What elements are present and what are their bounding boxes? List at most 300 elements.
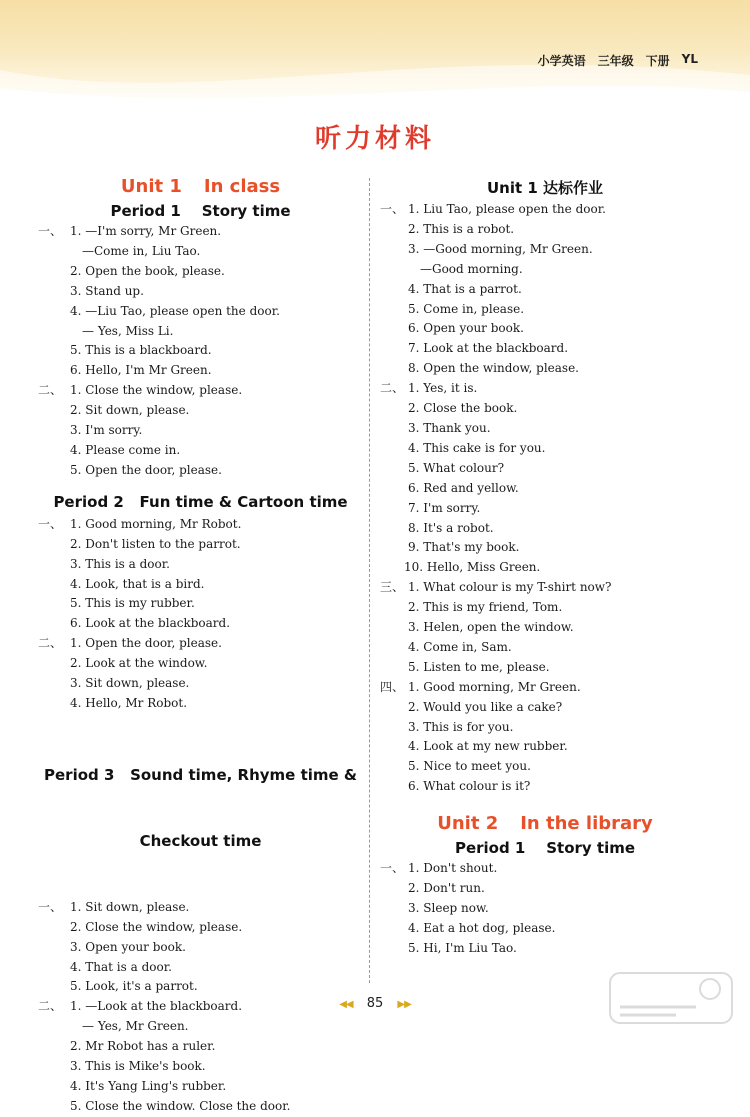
item-number: 3. [408,620,420,635]
list-item [380,618,710,638]
header-volume: 下册 [645,54,670,68]
section-marker: 一、 [38,899,63,914]
unit2-period1-lines [380,859,710,959]
item-text [380,419,491,439]
item-number: 3. [408,420,420,435]
section-marker: 二、 [38,383,63,398]
item-body: This is for you. [423,719,514,734]
period1-title: Period 1 Story time [110,202,291,220]
list-item [380,538,710,558]
item-body: Yes, it is. [423,381,478,396]
item-body: Stand up. [85,283,144,298]
list-item [38,958,363,978]
item-number: 2. [70,263,82,278]
item-number: 1. [408,381,420,396]
item-body: Please come in. [85,442,181,457]
list-item [38,381,363,401]
item-text [380,319,524,339]
item-number: 5. [70,979,82,994]
list-item [380,777,710,797]
item-number: 2. [70,656,82,671]
item-number: 2. [70,919,82,934]
period3-title [38,720,363,896]
item-body: What colour is it? [423,779,531,794]
list-item [38,242,363,262]
list-item [380,698,710,718]
list-item [38,302,363,322]
item-text [380,618,574,638]
item-text [380,718,513,738]
list-item [38,614,363,634]
item-number: 5. [70,343,82,358]
item-number: 5. [408,940,420,955]
item-body: This is a robot. [423,221,515,236]
item-number: 5. [408,460,420,475]
list-item [380,658,710,678]
item-number: 5. [70,596,82,611]
item-body: Hello, Mr Robot. [85,695,188,710]
item-text [70,694,187,714]
section-marker: 二、 [38,999,63,1014]
item-text [70,1077,226,1097]
list-item [380,280,710,300]
item-body: Good morning, Mr Robot. [85,516,242,531]
item-body: That's my book. [423,540,520,555]
header-edition: YL [681,52,698,66]
item-body: It's Yang Ling's rubber. [85,1079,227,1093]
item-body: —Come in, Liu Tao. [82,243,201,258]
item-text [70,1097,290,1117]
item-body: — Yes, Miss Li. [82,323,174,338]
item-text [70,282,144,302]
list-item [38,918,363,938]
list-item [38,461,363,481]
item-text [380,638,512,658]
list-item [380,479,710,499]
item-number: 6. [70,616,82,631]
list-item: 一、 1. Liu Tao, please open the door. [380,200,710,220]
item-text [380,558,540,578]
item-body: Look at my new rubber. [423,739,568,754]
item-body: Hello, Miss Green. [426,560,541,575]
item-number: 6. [70,363,82,378]
item-number: 7. [408,341,420,356]
item-text [70,614,230,634]
item-body: Helen, open the window. [423,620,574,635]
item-number: 7. [408,500,420,515]
list-item: 三、 1. What colour is my T-shirt now? [380,578,710,598]
item-number: 3. [408,241,420,256]
list-item [380,558,710,578]
list-item [38,441,363,461]
item-number: 1. [70,224,82,238]
list-item [38,515,363,535]
item-text [70,977,198,997]
item-text [380,919,555,939]
item-text [380,240,593,260]
item-text [70,1037,215,1057]
right-column [380,174,710,959]
unit1-label: Unit 1 [120,176,182,197]
prev-arrows-icon: ◀◀ [339,999,353,1010]
item-text [70,242,200,262]
item-text [380,899,489,919]
item-number: 3. [70,1059,82,1074]
list-item [380,638,710,658]
list-item [38,361,363,381]
item-body: — Yes, Mr Green. [82,1019,189,1034]
item-body: I'm sorry. [85,423,143,438]
item-body: What colour? [423,460,505,475]
item-text [70,515,241,535]
item-number: 4. [70,303,82,318]
list-item [38,938,363,958]
item-body: Look, it's a parrot. [85,979,198,994]
item-text [380,200,606,220]
list-item [380,459,710,479]
item-body: That is a door. [85,959,172,974]
unit1-assessment-title: Unit 1 达标作业 [486,179,604,197]
item-text [380,300,524,320]
item-body: Hi, I'm Liu Tao. [423,940,517,955]
list-item [380,439,710,459]
item-number: 2. [70,1039,82,1054]
item-number: 8. [408,520,420,535]
item-number: 1. [70,516,82,531]
item-number: 1. [70,636,82,651]
list-item [380,260,710,280]
item-number: 1. [70,899,82,914]
item-number: 1. [70,383,82,398]
item-body: Hello, I'm Mr Green. [85,363,212,378]
item-body: Mr Robot has a ruler. [85,1039,216,1054]
item-text [70,938,186,958]
item-text [380,777,530,797]
item-body: Thank you. [423,420,491,435]
item-body: Nice to meet you. [423,759,531,774]
item-body: Look, that is a bird. [85,576,205,591]
item-text [70,381,242,401]
item-text [380,280,522,300]
item-number: 5. [408,759,420,774]
item-body: Would you like a cake? [423,699,563,714]
item-body: Open the door, please. [85,462,222,477]
list-item: 二、 1. Yes, it is. [380,379,710,399]
list-item [380,919,710,939]
item-text [380,737,568,757]
item-number: 5. [70,462,82,477]
item-body: It's a robot. [423,520,494,535]
section-marker: 一、 [38,516,63,531]
list-item [38,555,363,575]
list-item [380,240,710,260]
item-text [380,879,485,899]
item-number: 3. [408,901,420,915]
item-body: This is Mike's book. [85,1059,206,1074]
item-text [70,555,170,575]
item-body: Look at the blackboard. [423,341,569,356]
list-item [380,757,710,777]
item-body: Open the door, please. [85,636,222,651]
item-number: 2. [408,699,420,714]
item-text [70,461,222,481]
item-body: Open the book, please. [85,263,225,278]
item-text [70,222,221,242]
page-title: 听力材料 [314,124,435,154]
header-grade: 三年级 [597,54,634,68]
item-number: 4. [408,920,420,935]
item-body: That is a parrot. [423,281,522,296]
period2-lines [38,515,363,714]
item-number: 5. [408,301,420,316]
list-item [38,322,363,342]
unit1-name: In class [203,176,281,197]
list-item [38,575,363,595]
item-text [70,654,207,674]
item-text [380,519,494,539]
item-text [380,439,545,459]
list-item [380,499,710,519]
item-text [70,674,189,694]
item-number: 2. [408,401,420,416]
unit1-title [38,174,363,200]
page-number: 85 [366,996,384,1011]
list-item [380,899,710,919]
item-number: 2. [408,600,420,615]
item-body: —Good morning, Mr Green. [423,241,593,256]
item-number: 2. [408,221,420,236]
list-item [38,535,363,555]
item-number: 5. [70,1098,82,1113]
list-item [38,282,363,302]
item-body: —Liu Tao, please open the door. [85,303,280,318]
item-number: 4. [408,739,420,754]
item-body: Red and yellow. [423,480,519,495]
item-body: This cake is for you. [423,440,546,455]
item-number: 4. [70,959,82,974]
item-text [380,678,581,698]
item-number: 4. [408,281,420,296]
list-item: 一、 1. Don't shout. [380,859,710,879]
list-item [38,1037,363,1057]
item-text [70,302,280,322]
left-column [38,174,363,1117]
item-body: Don't run. [423,881,485,896]
period1-lines [38,222,363,481]
list-item [380,339,710,359]
item-number: 3. [70,676,82,691]
list-item [380,300,710,320]
item-number: 10. [404,560,424,575]
list-item [38,674,363,694]
item-text [380,598,562,618]
item-body: Look at the window. [85,656,208,671]
item-body: Sit down, please. [85,676,190,691]
item-number: 4. [70,695,82,710]
period2-title: Period 2 Fun time & Cartoon time [53,492,348,511]
item-number: 3. [408,719,420,734]
item-text [70,898,189,918]
list-item [380,359,710,379]
item-body: Sit down, please. [85,403,190,418]
item-body: —Good morning. [420,261,523,276]
item-number: 5. [408,659,420,674]
header-subject: 小学英语 [537,54,586,68]
list-item [38,1097,363,1117]
item-number: 3. [70,423,82,438]
item-text [70,441,180,461]
item-text [380,399,517,419]
item-text [380,260,523,280]
list-item [38,1077,363,1097]
list-item [38,1017,363,1037]
item-text [380,359,579,379]
list-item [380,939,710,959]
item-number: 3. [70,283,82,298]
item-number: 3. [70,939,82,954]
item-body: This is my friend, Tom. [423,600,563,615]
list-item [380,399,710,419]
item-body: Open your book. [85,939,186,954]
item-text [70,322,173,342]
unit2-period1-title: Period 1 Story time [454,839,636,858]
item-text [380,499,480,519]
item-text [380,757,531,777]
unit2-label: Unit 2 [437,813,499,835]
item-body: Close the book. [423,401,518,416]
item-body: Look at the blackboard. [85,616,231,631]
item-body: Close the window. Close the door. [85,1098,291,1113]
list-item [380,319,710,339]
item-text [70,575,204,595]
item-number: 4. [408,639,420,654]
item-body: Sit down, please. [85,899,190,914]
item-number: 6. [408,480,420,495]
item-text [70,958,172,978]
watermark-logo-icon [606,969,736,1027]
item-body: —Look at the blackboard. [85,999,243,1014]
next-arrows-icon: ▶▶ [397,999,411,1010]
list-item [38,594,363,614]
item-number: 3. [70,556,82,571]
header-meta [538,52,698,69]
item-text [380,698,562,718]
item-number: 2. [70,536,82,551]
item-text [380,479,519,499]
item-number: 4. [70,1079,82,1093]
item-text [380,339,568,359]
item-body: Listen to me, please. [423,659,550,674]
list-item [38,262,363,282]
list-item [38,222,363,242]
list-item [38,654,363,674]
item-number: 1. [408,679,420,694]
item-body: Don't shout. [423,861,498,876]
item-body: Sleep now. [423,901,489,915]
item-text [70,535,241,555]
list-item [380,598,710,618]
item-body: This is a door. [85,556,170,571]
item-number: 1. [408,202,420,216]
item-number: 6. [408,321,420,336]
item-number: 2. [70,403,82,418]
item-number: 4. [70,576,82,591]
item-number: 1. [70,999,82,1014]
item-text [70,1057,206,1077]
period3-title-line2: Checkout time [139,831,262,850]
item-text [70,361,212,381]
list-item [380,737,710,757]
item-number: 4. [408,440,420,455]
list-item [38,634,363,654]
item-text [380,939,517,959]
item-text [70,421,142,441]
unit2-name: In the library [520,813,653,835]
item-text [380,658,550,678]
item-text [380,578,611,598]
item-body: Open your book. [423,321,524,336]
list-item [38,694,363,714]
item-text [70,634,222,654]
list-item: 四、 1. Good morning, Mr Green. [380,678,710,698]
list-item [380,879,710,899]
item-text [380,538,519,558]
item-body: Liu Tao, please open the door. [423,202,606,216]
unit2-title [380,811,710,837]
list-item [38,898,363,918]
list-item [380,220,710,240]
list-item [380,419,710,439]
item-text [70,341,212,361]
item-body: Open the window, please. [423,361,579,376]
item-body: Come in, Sam. [423,639,512,654]
item-body: What colour is my T-shirt now? [423,580,612,595]
list-item [380,718,710,738]
item-text [70,918,242,938]
item-body: Come in, please. [423,301,525,316]
item-body: This is a blackboard. [85,343,212,358]
item-text [380,459,504,479]
item-number: 2. [408,881,420,896]
list-item [38,977,363,997]
item-body: Eat a hot dog, please. [423,920,556,935]
item-number: 1. [408,861,420,876]
list-item [38,421,363,441]
item-body: —I'm sorry, Mr Green. [85,224,222,238]
unit1-assessment-lines [380,200,710,797]
item-number: 9. [408,540,420,555]
item-number: 6. [408,779,420,794]
list-item [38,1057,363,1077]
item-body: Close the window, please. [85,919,243,934]
list-item [380,519,710,539]
list-item [38,401,363,421]
item-text [70,401,189,421]
item-text [70,262,225,282]
list-item [38,341,363,361]
item-body: Good morning, Mr Green. [423,679,581,694]
item-number: 8. [408,361,420,376]
item-text [380,220,514,240]
period3-title-line1: Period 3 Sound time, Rhyme time & [44,765,357,784]
item-text [70,1017,189,1037]
item-body: Close the window, please. [85,383,243,398]
column-divider [369,178,370,983]
item-text [70,594,195,614]
item-body: Don't listen to the parrot. [85,536,241,551]
section-marker: 一、 [38,224,63,238]
item-body: I'm sorry. [423,500,481,515]
